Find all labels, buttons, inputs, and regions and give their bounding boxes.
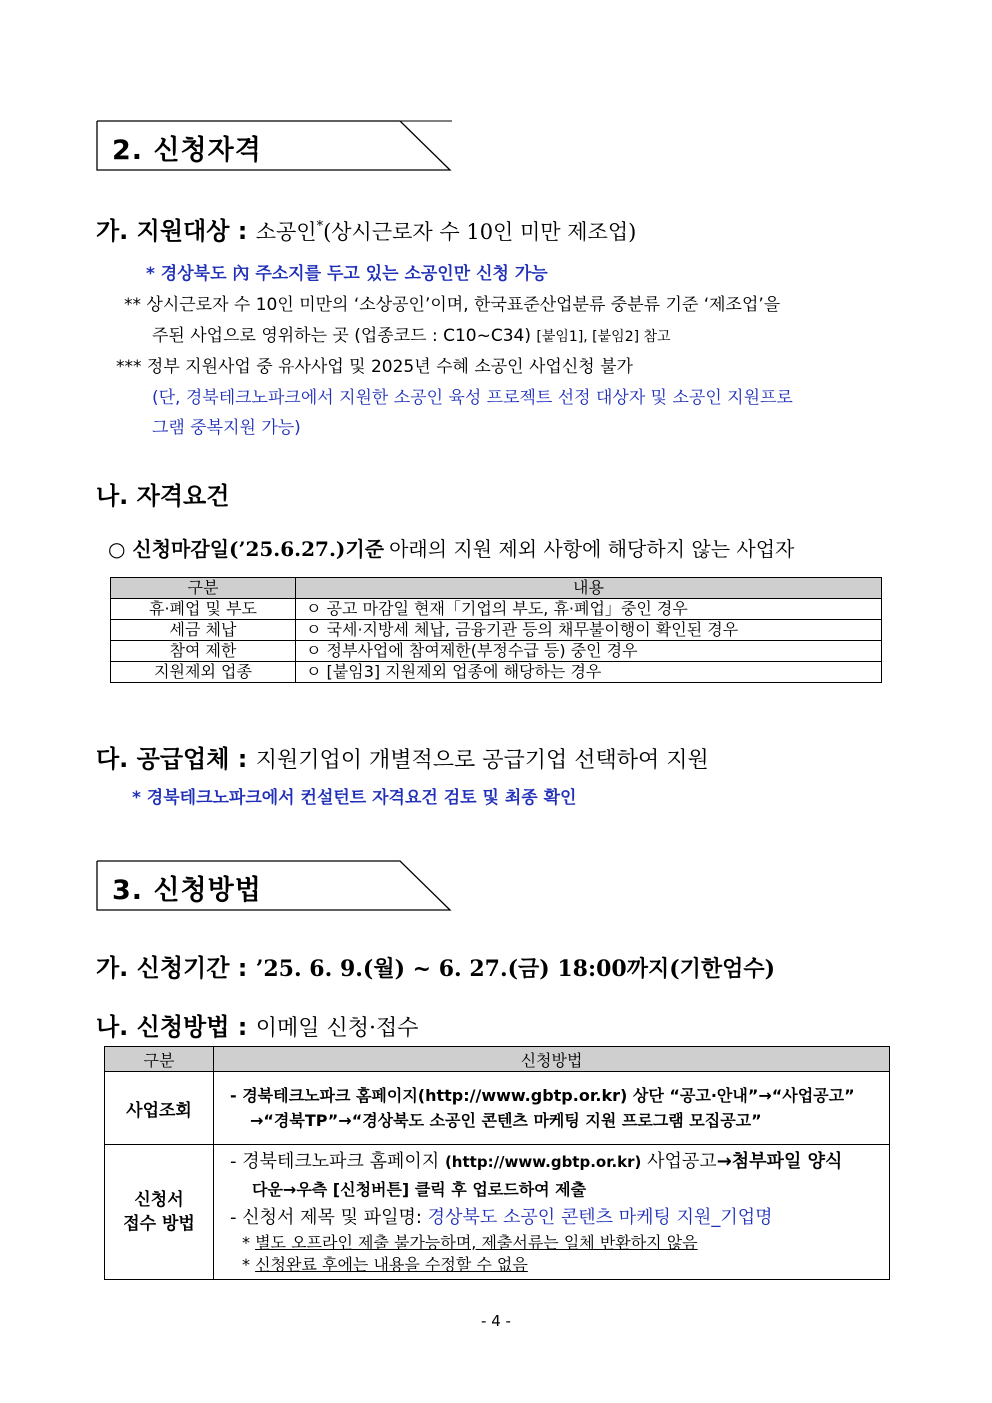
application-header-method: 신청방법 <box>214 1047 890 1072</box>
table-row <box>111 620 882 641</box>
submission-line-1-d: →첨부파일 양식 <box>716 1151 843 1172</box>
eligibility-bullet-text: 아래의 지원 제외 사항에 해당하지 않는 사업자 <box>389 537 795 561</box>
note-employee-count: ** 상시근로자 수 10인 미만의 ‘소상공인’이며, 한국표준산업분류 중분류 기준 ‘제조업’을 <box>124 295 781 315</box>
table-row <box>111 662 882 683</box>
support-target-label: 가. 지원대상 : <box>96 217 248 245</box>
submission-label-line2: 접수 방법 <box>123 1214 195 1234</box>
application-method-table <box>104 1046 890 1280</box>
supplier-label: 다. 공급업체 : <box>96 745 248 773</box>
submission-line-1-a: - 경북테크노파크 홈페이지 <box>230 1151 440 1172</box>
section-2-title: 2. 신청자격 <box>112 135 262 166</box>
exclusion-cell-content: ㅇ [붙임3] 지원제외 업종에 해당하는 경우 <box>296 662 882 683</box>
application-method-text: 이메일 신청·접수 <box>255 1016 419 1041</box>
submission-note-1 <box>230 1232 881 1254</box>
support-target-text-a: 소공인 <box>255 220 317 244</box>
table-row <box>105 1072 890 1145</box>
exclusion-header-content: 내용 <box>296 578 882 599</box>
application-header-category: 구분 <box>105 1047 214 1072</box>
note-duplicate-restriction: *** 정부 지원사업 중 유사사업 및 2025년 수혜 소공인 사업신청 불가 <box>116 357 633 377</box>
exclusion-cell-content: ㅇ 정부사업에 참여제한(부정수급 등) 중인 경우 <box>296 641 882 662</box>
application-period-label: 가. 신청기간 : <box>96 954 248 982</box>
application-table-header <box>105 1047 890 1072</box>
submission-filename: 경상북도 소공인 콘텐츠 마케팅 지원_기업명 <box>427 1207 773 1228</box>
submission-note-1-text: 별도 오프라인 제출 불가능하며, 제출서류는 일체 반환하지 않음 <box>255 1233 698 1252</box>
submission-note-2 <box>230 1254 881 1276</box>
section-3-title: 3. 신청방법 <box>112 875 262 906</box>
support-target-heading <box>96 211 636 246</box>
application-cell-lookup-content <box>214 1072 890 1145</box>
submission-label-line1: 신청서 <box>134 1190 184 1210</box>
note-exception-line1: (단, 경북테크노파크에서 지원한 소공인 육성 프로젝트 선정 대상자 및 소공인 지원프로 <box>152 388 793 408</box>
supplier-heading <box>96 739 709 774</box>
eligibility-bullet <box>108 533 794 562</box>
submission-line-1 <box>230 1148 881 1176</box>
eligibility-bullet-deadline: ○ 신청마감일(’25.6.27.)기준 <box>108 537 385 561</box>
submission-note-1-star: * <box>242 1233 256 1252</box>
support-target-text-b: (상시근로자 수 10인 미만 제조업) <box>323 220 637 244</box>
note-attachment-ref: [붙임1], [붙임2] 참고 <box>536 329 671 345</box>
exclusion-cell-category: 세금 체납 <box>111 620 296 641</box>
application-cell-submission <box>105 1145 214 1280</box>
exclusion-header-category: 구분 <box>111 578 296 599</box>
submission-line-3 <box>230 1204 881 1232</box>
submission-url: (http://www.gbtp.or.kr) <box>444 1153 642 1171</box>
lookup-line-2: →“경북TP”→“경상북도 소공인 콘텐츠 마케팅 지원 프로그램 모집공고” <box>250 1111 762 1130</box>
exclusion-cell-category: 휴·폐업 및 부도 <box>111 599 296 620</box>
section-2-title-box <box>96 120 452 170</box>
eligibility-heading: 나. 자격요건 <box>96 482 230 510</box>
exclusion-cell-content: ㅇ 국세·지방세 체납, 금융기관 등의 채무불이행이 확인된 경우 <box>296 620 882 641</box>
exclusion-cell-category: 지원제외 업종 <box>111 662 296 683</box>
note-industry-code <box>152 321 671 346</box>
table-row <box>105 1145 890 1280</box>
exclusion-table <box>110 577 882 683</box>
supplier-note: * 경북테크노파크에서 컨설턴트 자격요건 검토 및 최종 확인 <box>132 788 577 808</box>
table-row <box>111 599 882 620</box>
exclusion-cell-content: ㅇ 공고 마감일 현재「기업의 부도, 휴·폐업」중인 경우 <box>296 599 882 620</box>
lookup-line-1: - 경북테크노파크 홈페이지(http://www.gbtp.or.kr) 상단 “공고·안내”→“사업공고” <box>230 1086 855 1105</box>
submission-note-2-text: 신청완료 후에는 내용을 수정할 수 없음 <box>255 1255 528 1274</box>
application-method-label: 나. 신청방법 : <box>96 1013 248 1041</box>
submission-line-3-a: - 신청서 제목 및 파일명: <box>230 1207 422 1228</box>
section-3-title-box <box>96 860 452 910</box>
exclusion-cell-category: 참여 제한 <box>111 641 296 662</box>
application-cell-submission-content <box>214 1145 890 1280</box>
exclusion-table-header <box>111 578 882 599</box>
submission-line-1-c: 사업공고 <box>647 1151 717 1172</box>
supplier-text: 지원기업이 개별적으로 공급기업 선택하여 지원 <box>255 748 709 773</box>
submission-note-2-star: * <box>242 1255 256 1274</box>
page-number: - 4 - <box>481 1312 511 1330</box>
note-location-requirement: * 경상북도 內 주소지를 두고 있는 소공인만 신청 가능 <box>146 264 548 284</box>
application-period-heading <box>96 948 775 983</box>
support-target-star: * <box>316 219 324 234</box>
note-industry-code-text: 주된 사업으로 영위하는 곳 (업종코드 : C10~C34) <box>152 326 531 346</box>
application-method-heading <box>96 1007 418 1042</box>
table-row <box>111 641 882 662</box>
submission-line-2: 다운→우측 [신청버튼] 클릭 후 업로드하여 제출 <box>252 1180 587 1199</box>
application-cell-business-lookup: 사업조회 <box>105 1072 214 1145</box>
note-exception-line2: 그램 중복지원 가능) <box>152 418 301 438</box>
application-period-text: ’25. 6. 9.(월) ~ 6. 27.(금) 18:00까지(기한엄수) <box>255 956 776 982</box>
